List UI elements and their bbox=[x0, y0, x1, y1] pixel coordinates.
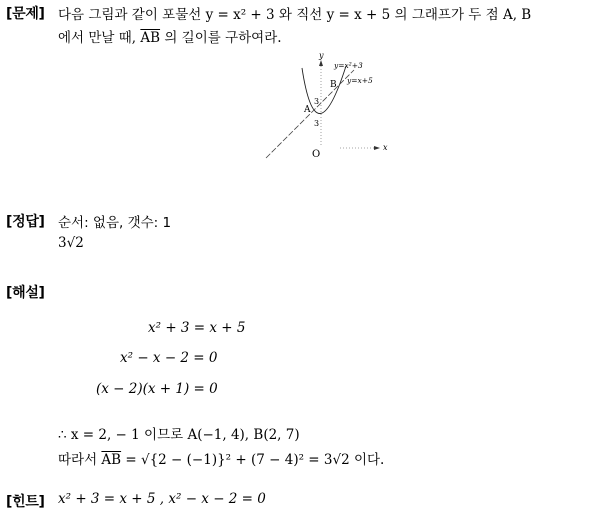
y-axis-arrow-icon bbox=[319, 60, 323, 66]
origin-label: O bbox=[312, 149, 321, 160]
answer-tag: [정답] bbox=[6, 214, 45, 230]
line-label: y=x+5 bbox=[347, 76, 373, 85]
answer-line-1: 순서: 없음, 갯수: 1 bbox=[58, 215, 172, 231]
solution-equation-3: (x − 2)(x + 1) = 0 bbox=[96, 381, 218, 397]
answer-value: 3√2 bbox=[58, 235, 84, 251]
y-axis-label: y bbox=[319, 51, 324, 60]
problem-tag: [문제] bbox=[6, 6, 45, 22]
intercept-label-upper: 3 bbox=[314, 97, 320, 106]
solution-equation-2: x² − x − 2 = 0 bbox=[120, 350, 218, 366]
hint-text: x² + 3 = x + 5 , x² − x − 2 = 0 bbox=[58, 491, 266, 507]
intercept-label-lower: 3 bbox=[314, 119, 320, 128]
x-axis-label: x bbox=[383, 143, 388, 152]
problem-line-2 bbox=[58, 26, 282, 46]
solution-distance-equation: = √{2 − (−1)}² + (7 − 4)² = 3√2 이다. bbox=[121, 452, 385, 468]
problem-segment-ab: $\overline{AB}$ bbox=[140, 30, 161, 46]
solution-segment-ab: $\overline{AB}$ bbox=[101, 452, 122, 468]
solution-equation-1: x² + 3 = x + 5 bbox=[148, 320, 246, 336]
graph-figure bbox=[250, 48, 410, 166]
x-axis-arrow-icon bbox=[374, 146, 380, 150]
solution-distance bbox=[58, 448, 384, 468]
solution-conclusion: ∴ x = 2, − 1 이므로 A(−1, 4), B(2, 7) bbox=[58, 427, 300, 443]
problem-line-2-pre: 에서 만날 때, bbox=[58, 30, 141, 46]
solution-tag: [해설] bbox=[6, 285, 45, 301]
point-b-label: B bbox=[330, 80, 337, 90]
problem-line-1: 다음 그림과 같이 포물선 y = x² + 3 와 직선 y = x + 5 의 그래프가 두 점 A, B bbox=[58, 7, 532, 23]
problem-line-2-post: 의 길이를 구하여라. bbox=[160, 30, 282, 46]
parabola-label: y=x²+3 bbox=[334, 61, 363, 70]
hint-tag: [힌트] bbox=[6, 494, 45, 510]
point-a-label: A bbox=[304, 105, 311, 115]
solution-distance-pre: 따라서 bbox=[58, 452, 102, 468]
